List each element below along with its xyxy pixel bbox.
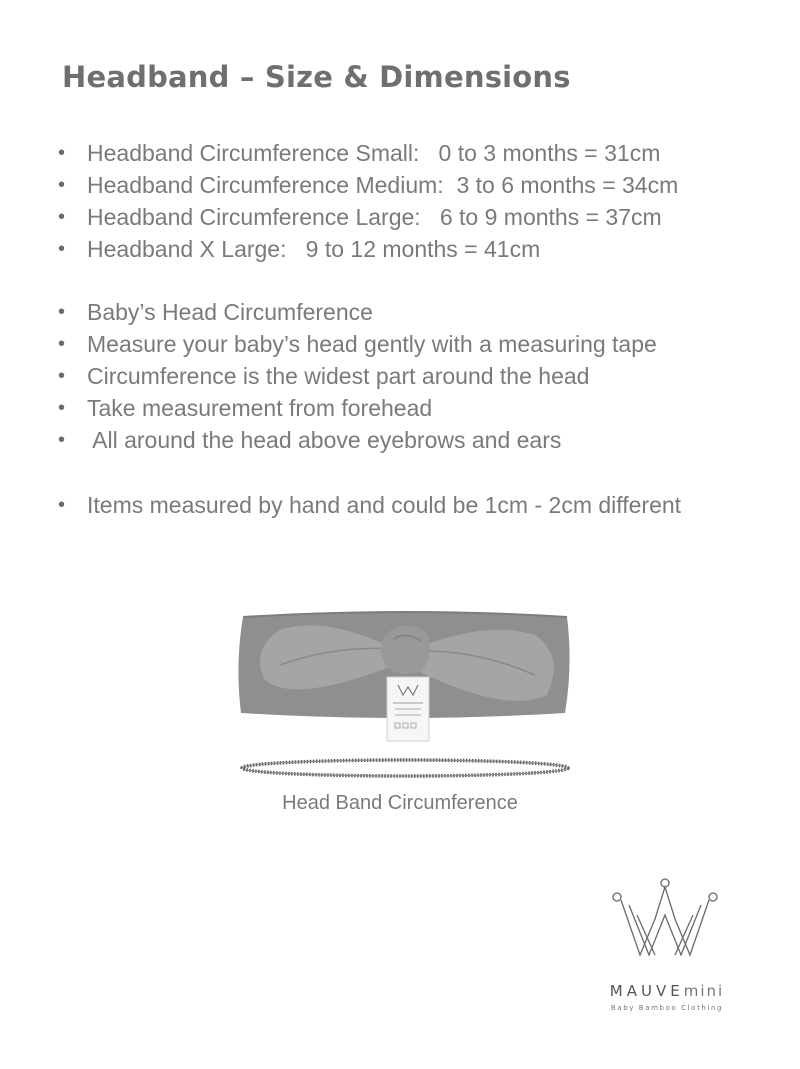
note-list <box>58 489 681 521</box>
measure-instructions <box>58 296 657 456</box>
measure-item: • All around the head above eyebrows and ears <box>58 424 657 456</box>
size-item-small: • Headband Circumference Small: 0 to 3 months = 31cm <box>58 137 678 169</box>
brand-tagline: Baby Bamboo Clothing <box>610 1004 724 1012</box>
measure-item: • Measure your baby’s head gently with a measuring tape <box>58 328 657 360</box>
brand-name-main: MAUVE <box>609 982 684 1000</box>
measurement-note: • Items measured by hand and could be 1cm - 2cm different <box>58 489 681 521</box>
size-item-medium: • Headband Circumference Medium: 3 to 6 months = 34cm <box>58 169 678 201</box>
size-list <box>58 137 678 265</box>
brand-name <box>592 982 742 1000</box>
measure-item: • Circumference is the widest part around the head <box>58 360 657 392</box>
size-item-large: • Headband Circumference Large: 6 to 9 months = 37cm <box>58 201 678 233</box>
page-title: Headband – Size & Dimensions <box>62 60 571 94</box>
brand-name-sub: mini <box>683 982 725 1000</box>
figure-caption: Head Band Circumference <box>282 792 518 814</box>
measure-item: • Take measurement from forehead <box>58 392 657 424</box>
crown-icon <box>585 875 745 1025</box>
size-item-xlarge: • Headband X Large: 9 to 12 months = 41cm <box>58 233 678 265</box>
measure-item: • Baby’s Head Circumference <box>58 296 657 328</box>
headband-photo <box>235 605 575 785</box>
